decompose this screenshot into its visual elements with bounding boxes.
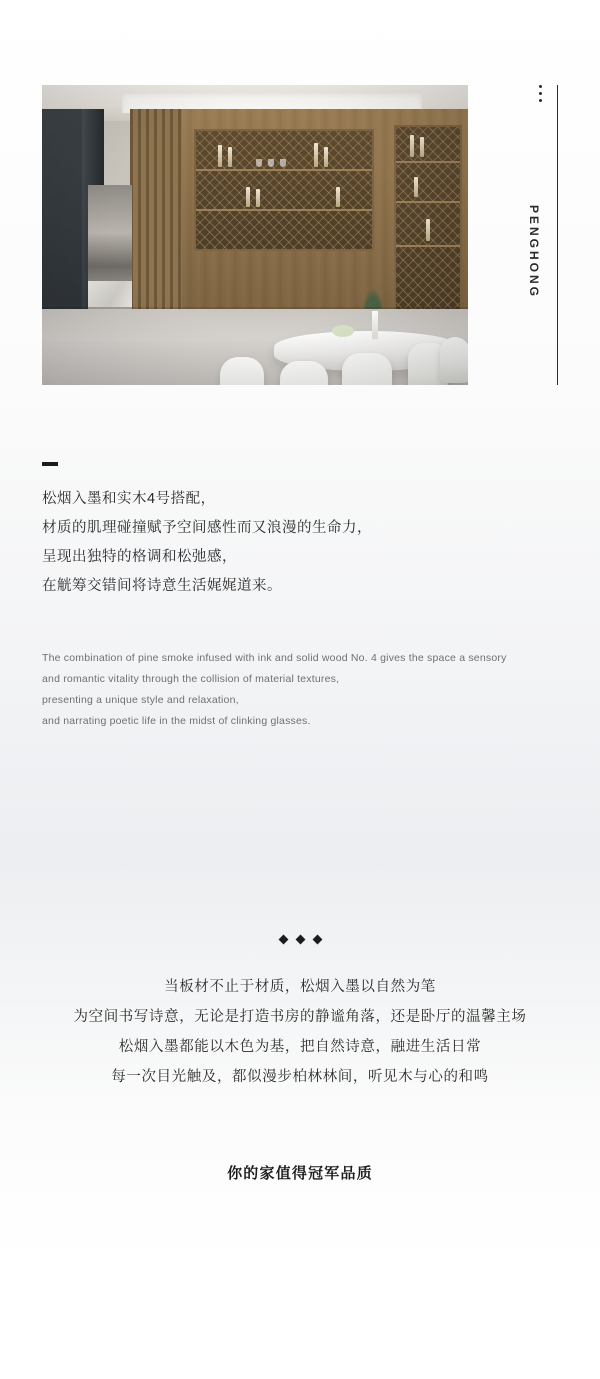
poem-line: 当板材不止于材质，松烟入墨以自然为笔 xyxy=(164,979,436,995)
diamond-icon xyxy=(295,935,305,945)
intro-cn-line: 呈现出独特的格调和松弛感， xyxy=(42,549,237,565)
diamond-icon xyxy=(278,935,288,945)
poem-line: 每一次目光触及，都似漫步柏林林间，听见木与心的和鸣 xyxy=(111,1069,489,1085)
intro-cn-line: 在觥筹交错间将诗意生活娓娓道来。 xyxy=(42,578,282,594)
intro-cn-line: 松烟入墨和实木4号搭配， xyxy=(42,491,216,507)
poem-line: 为空间书写诗意，无论是打造书房的静谧角落，还是卧厅的温馨主场 xyxy=(73,1009,527,1025)
diamond-divider xyxy=(0,936,600,943)
hero-image xyxy=(42,85,468,385)
intro-en-line: and romantic vitality through the collision of material textures, xyxy=(42,673,340,685)
intro-chinese xyxy=(42,485,522,601)
brand-name: PENGHONG xyxy=(527,205,541,300)
slogan: 你的家值得冠军品质 xyxy=(227,1165,373,1182)
intro-en-line: and narrating poetic life in the midst of clinking glasses. xyxy=(42,715,311,727)
brand-rail xyxy=(527,85,563,385)
intro-cn-line: 材质的肌理碰撞赋予空间感性而又浪漫的生命力， xyxy=(42,520,372,536)
rail-divider xyxy=(557,85,558,385)
photo-vignette xyxy=(42,85,468,385)
intro-english xyxy=(42,648,532,732)
diamond-icon xyxy=(312,935,322,945)
interior-photo xyxy=(42,85,468,385)
intro-en-line: presenting a unique style and relaxation, xyxy=(42,694,239,706)
section-dash xyxy=(42,462,58,466)
vertical-dots-icon[interactable] xyxy=(539,85,543,106)
intro-en-line: The combination of pine smoke infused with ink and solid wood No. 4 gives the space a sensory xyxy=(42,652,507,664)
poem-block xyxy=(0,972,600,1092)
poem-line: 松烟入墨都能以木色为基，把自然诗意，融进生活日常 xyxy=(118,1039,482,1055)
